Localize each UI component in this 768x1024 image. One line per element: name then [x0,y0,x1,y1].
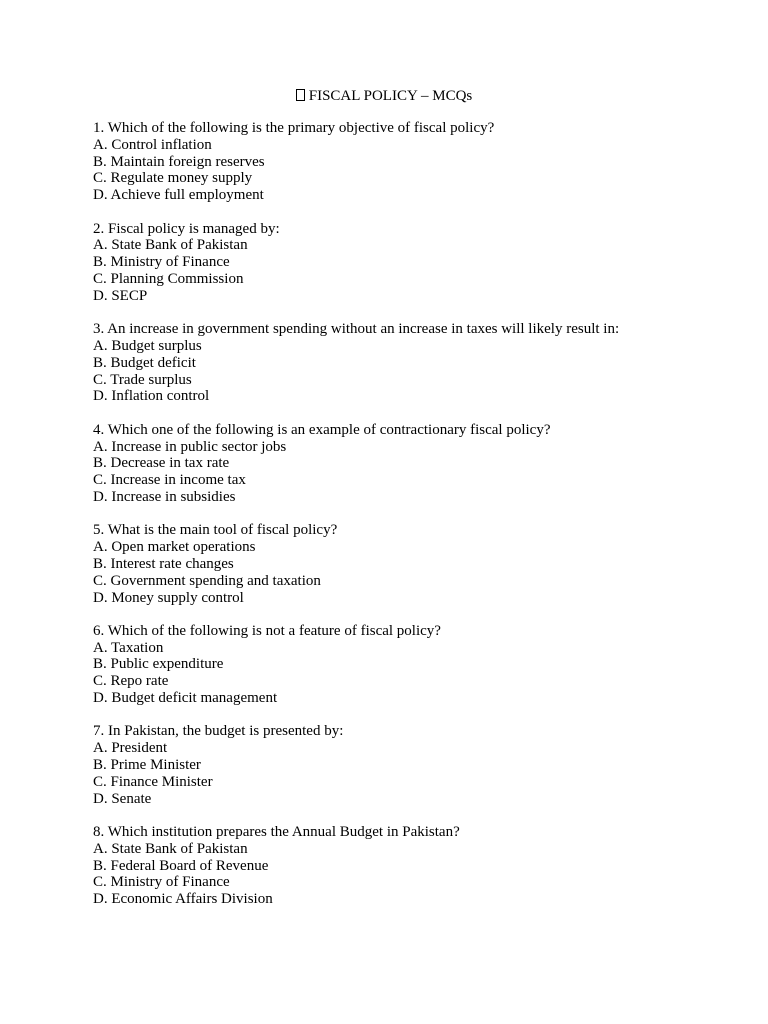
option-b: B. Decrease in tax rate [93,455,230,472]
option-a: A. Open market operations [93,539,256,556]
option-a: A. President [93,740,168,757]
option-d: D. Economic Affairs Division [93,891,273,908]
question-text: 2. Fiscal policy is managed by: [93,220,280,237]
missing-glyph-icon [296,89,305,101]
option-d: D. Senate [93,790,152,807]
question-text: 8. Which institution prepares the Annual Budget in Pakistan? [93,824,460,841]
option-d: D. Budget deficit management [93,690,278,707]
option-b: B. Ministry of Finance [93,254,230,271]
option-d: D. Increase in subsidies [93,488,236,505]
question-block [93,723,733,807]
option-b: B. Interest rate changes [93,555,234,572]
option-c: C. Increase in income tax [93,472,246,489]
option-a: A. State Bank of Pakistan [93,840,248,857]
question-block [93,522,733,606]
question-text: 1. Which of the following is the primary objective of fiscal policy? [93,120,495,136]
option-c: C. Ministry of Finance [93,874,230,891]
document-title-text: FISCAL POLICY – MCQs [308,88,473,104]
question-list [93,120,733,925]
option-a: A. Taxation [93,639,164,656]
option-d: D. Inflation control [93,388,210,405]
option-d: D. Money supply control [93,589,244,606]
question-block [93,422,733,506]
option-c: C. Trade surplus [93,371,192,388]
question-text: 3. An increase in government spending without an increase in taxes will likely result in: [93,321,620,338]
option-b: B. Prime Minister [93,757,201,774]
question-block [93,623,733,707]
option-b: B. Maintain foreign reserves [93,153,265,170]
question-text: 5. What is the main tool of fiscal policy? [93,522,338,539]
option-a: A. Increase in public sector jobs [93,438,287,455]
option-c: C. Government spending and taxation [93,572,321,589]
question-block [93,221,733,305]
document-title [0,87,768,105]
option-b: B. Federal Board of Revenue [93,857,269,874]
option-c: C. Planning Commission [93,270,244,287]
question-text: 7. In Pakistan, the budget is presented by: [93,723,344,740]
question-block [93,120,733,204]
question-block [93,321,733,405]
option-b: B. Public expenditure [93,656,224,673]
option-d: D. Achieve full employment [93,187,264,204]
option-a: A. Control inflation [93,136,212,153]
question-text: 6. Which of the following is not a feature of fiscal policy? [93,622,441,639]
option-c: C. Repo rate [93,673,169,690]
option-c: C. Finance Minister [93,773,213,790]
question-block [93,824,733,908]
option-c: C. Regulate money supply [93,170,253,187]
question-text: 4. Which one of the following is an example of contractionary fiscal policy? [93,421,551,438]
option-b: B. Budget deficit [93,354,196,371]
option-a: A. Budget surplus [93,337,202,354]
option-a: A. State Bank of Pakistan [93,237,248,254]
option-d: D. SECP [93,287,148,304]
